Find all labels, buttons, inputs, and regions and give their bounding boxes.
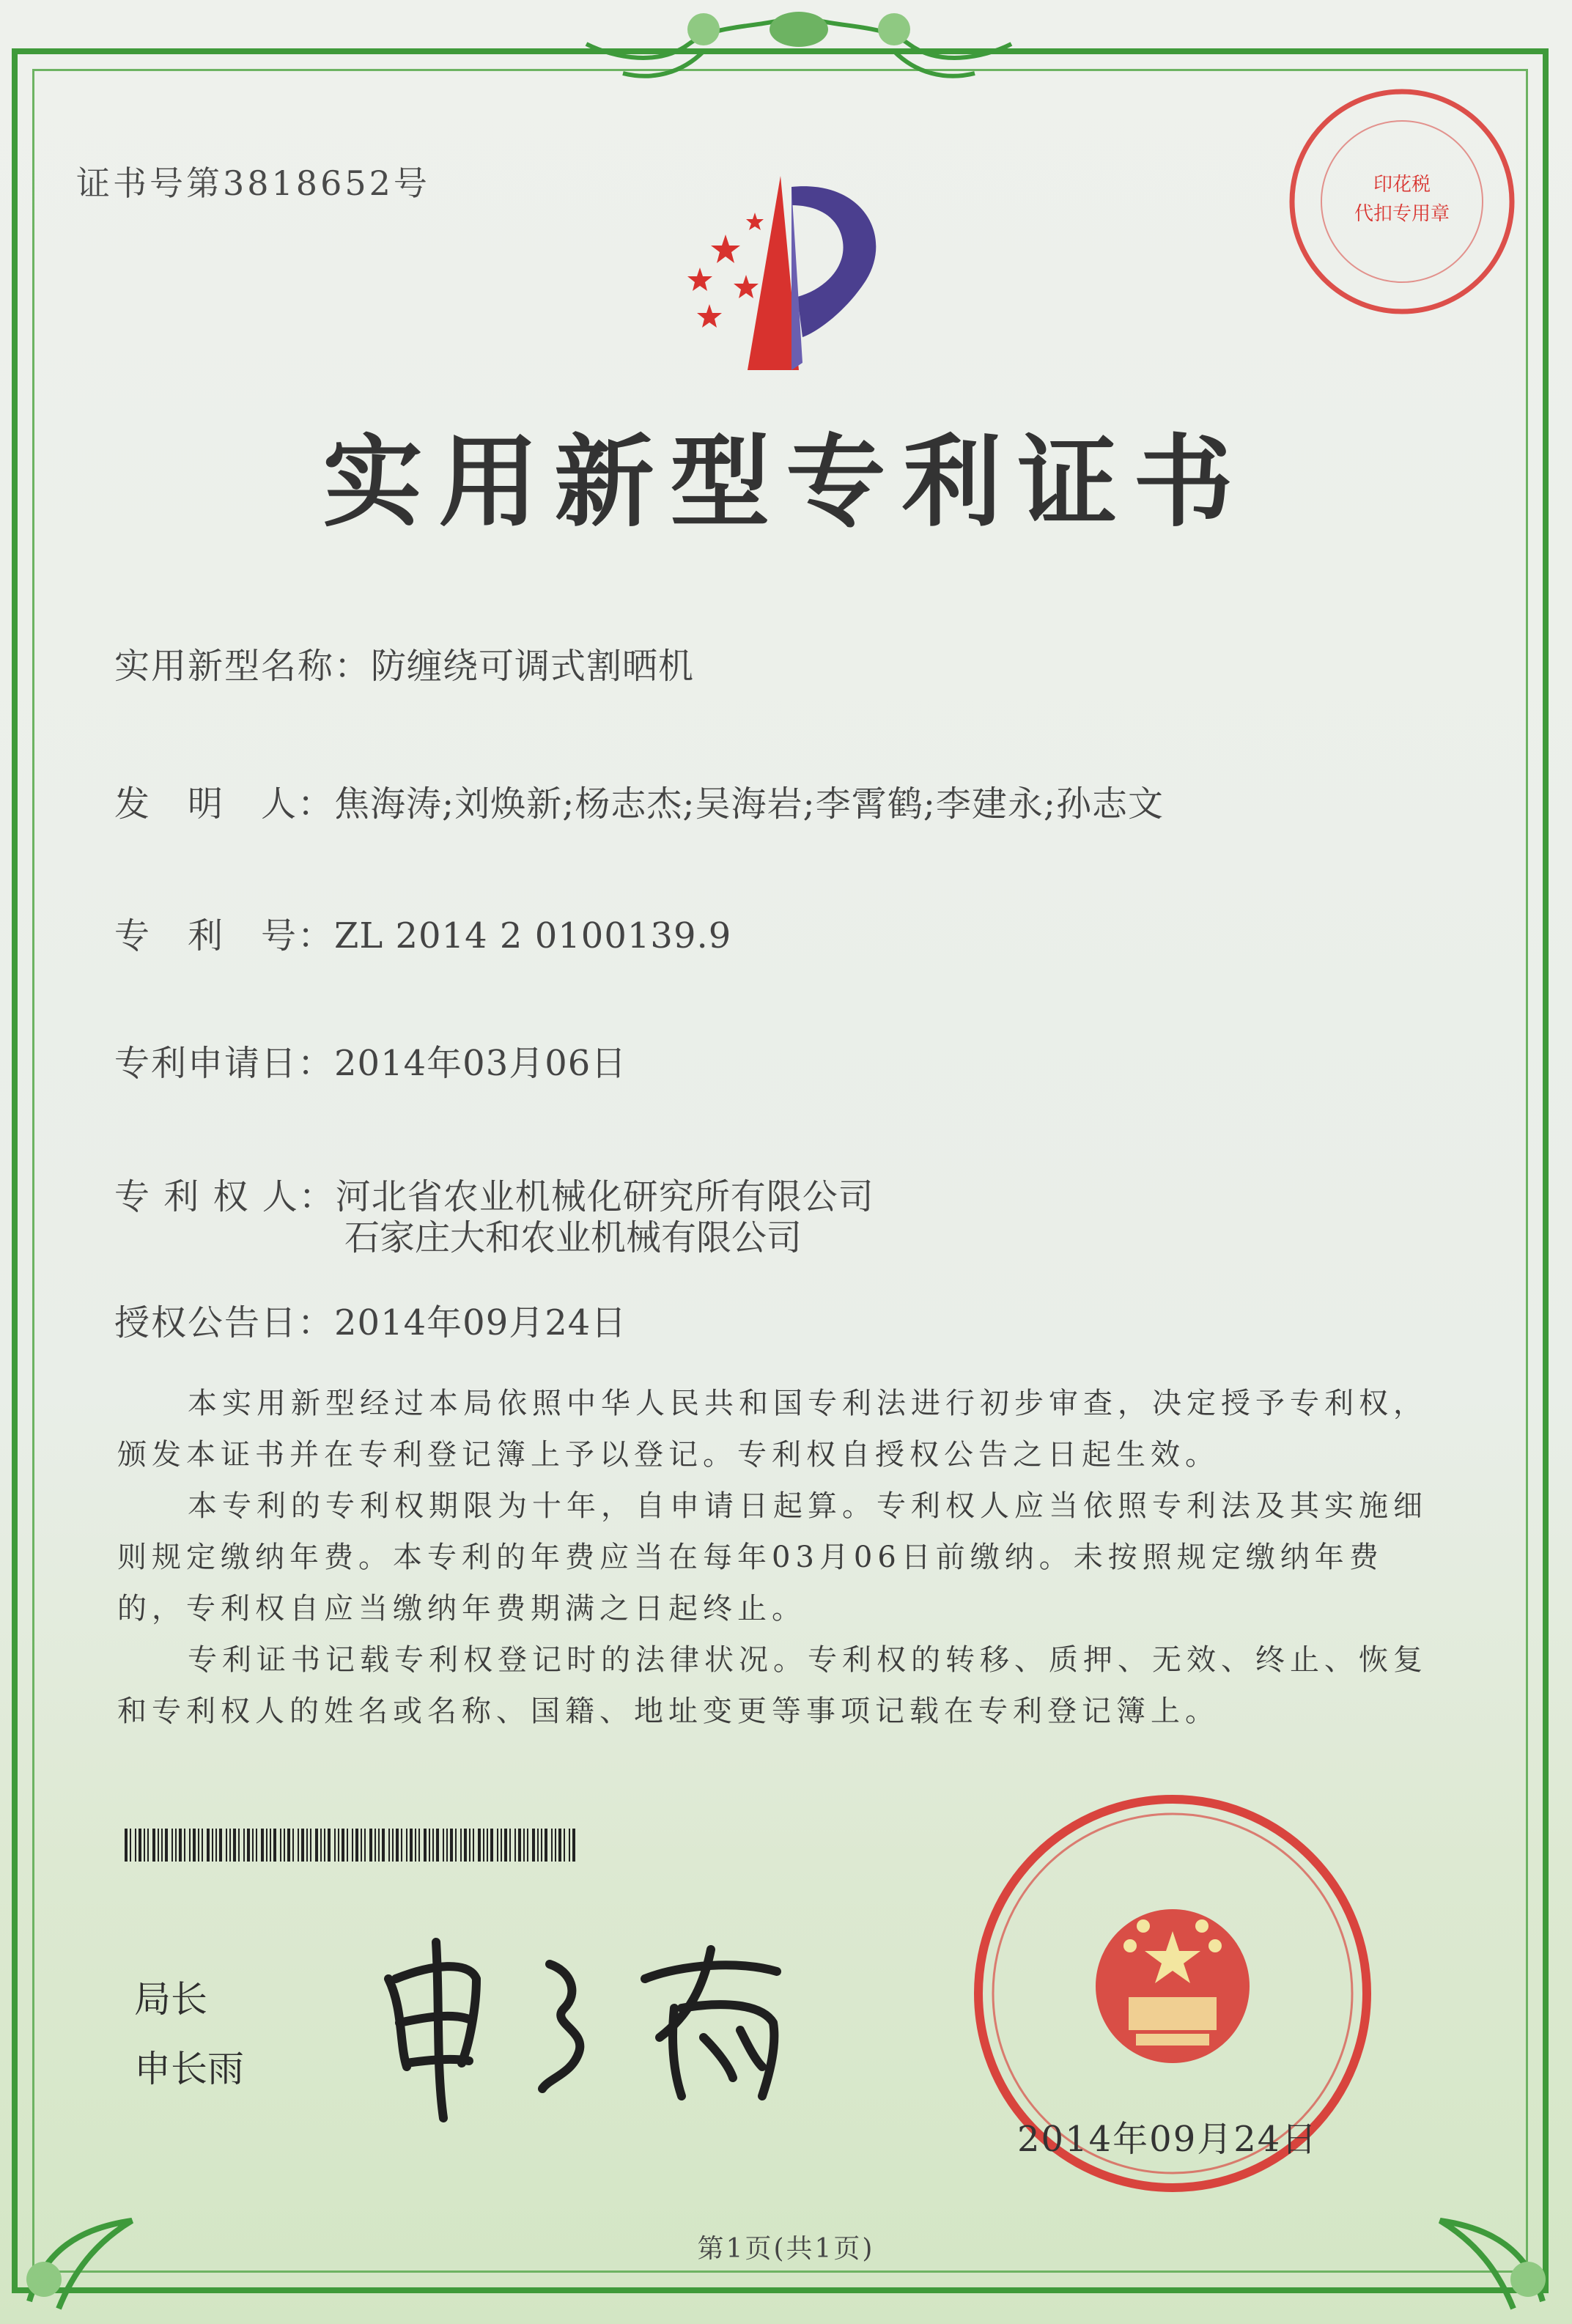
barcode-bar xyxy=(382,1829,385,1862)
barcode-bar xyxy=(436,1829,439,1862)
director-signature xyxy=(366,1920,835,2133)
barcode-bar xyxy=(523,1829,525,1862)
patent-office-logo-icon xyxy=(645,165,923,385)
barcode-bar xyxy=(261,1829,264,1862)
filing-date-value: 2014年03月06日 xyxy=(334,1043,627,1084)
utility-model-name-row xyxy=(114,638,694,688)
barcode-bar xyxy=(514,1829,516,1862)
barcode-bar xyxy=(497,1829,498,1862)
patent-holder-value-1: 河北省农业机械化研究所有限公司 xyxy=(335,1176,874,1217)
barcode-bar xyxy=(527,1829,528,1862)
barcode-bar xyxy=(226,1829,227,1862)
barcode-bar xyxy=(315,1829,318,1862)
director-name: 申长雨 xyxy=(134,2048,244,2090)
barcode-bar xyxy=(273,1829,276,1862)
patent-holder-label: 专 利 权 人： xyxy=(114,1176,336,1217)
barcode-bar xyxy=(158,1829,159,1862)
barcode-bar xyxy=(212,1829,213,1862)
barcode-bar xyxy=(501,1829,502,1862)
barcode-bar xyxy=(175,1829,177,1862)
barcode-bar xyxy=(270,1829,271,1862)
barcode-bar xyxy=(532,1829,535,1862)
top-ornament-icon xyxy=(484,0,1114,103)
barcode-bar xyxy=(478,1829,481,1862)
barcode-bar xyxy=(555,1829,556,1862)
barcode xyxy=(125,1829,579,1862)
issue-date: 2014年09月24日 xyxy=(1017,2119,1318,2160)
barcode-bar xyxy=(388,1829,390,1862)
barcode-bar xyxy=(572,1829,575,1862)
barcode-bar xyxy=(551,1829,553,1862)
barcode-bar xyxy=(355,1829,358,1862)
barcode-bar xyxy=(396,1829,399,1862)
barcode-bar xyxy=(243,1829,245,1862)
barcode-bar xyxy=(401,1829,402,1862)
barcode-bar xyxy=(184,1829,185,1862)
barcode-bar xyxy=(238,1829,240,1862)
barcode-bar xyxy=(284,1829,285,1862)
barcode-bar xyxy=(334,1829,336,1862)
director-title: 局长 xyxy=(134,1978,207,2021)
barcode-bar xyxy=(202,1829,203,1862)
barcode-bar xyxy=(256,1829,257,1862)
barcode-bar xyxy=(135,1829,136,1862)
inventor-label: 发 明 人： xyxy=(114,783,335,825)
barcode-bar xyxy=(298,1829,299,1862)
barcode-bar xyxy=(161,1829,163,1862)
barcode-bar xyxy=(179,1829,182,1862)
patent-number-row xyxy=(114,907,731,958)
barcode-bar xyxy=(233,1829,236,1862)
barcode-bar xyxy=(324,1829,325,1862)
barcode-bar xyxy=(130,1829,131,1862)
barcode-bar xyxy=(410,1829,413,1862)
barcode-bar xyxy=(429,1829,430,1862)
page-number: 第1页(共1页) xyxy=(697,2234,875,2264)
filing-date-label: 专利申请日： xyxy=(114,1043,335,1084)
barcode-bar xyxy=(193,1829,196,1862)
barcode-bar xyxy=(266,1829,267,1862)
barcode-bar xyxy=(152,1829,155,1862)
utility-model-name-value: 防缠绕可调式割晒机 xyxy=(371,646,695,687)
svg-text:印花税: 印花税 xyxy=(1373,174,1431,196)
paragraph-grant: 本实用新型经过本局依照中华人民共和国专利法进行初步审查，决定授予专利权，颁发本证书并在专利登记簿上予以登记。专利权自授权公告之日起生效。 xyxy=(117,1387,1428,1472)
barcode-bar xyxy=(541,1829,542,1862)
barcode-bar xyxy=(415,1829,416,1862)
certificate-title: 实用新型专利证书 xyxy=(322,424,1250,541)
barcode-bar xyxy=(165,1829,168,1862)
barcode-bar xyxy=(564,1829,565,1862)
barcode-bar xyxy=(287,1829,290,1862)
barcode-bar xyxy=(207,1829,210,1862)
barcode-bar xyxy=(432,1829,434,1862)
barcode-bar xyxy=(392,1829,394,1862)
barcode-bar xyxy=(537,1829,539,1862)
barcode-bar xyxy=(139,1829,141,1862)
barcode-bar xyxy=(378,1829,380,1862)
barcode-bar xyxy=(450,1829,453,1862)
barcode-bar xyxy=(125,1829,128,1862)
barcode-bar xyxy=(352,1829,353,1862)
barcode-bar xyxy=(424,1829,427,1862)
barcode-bar xyxy=(252,1829,254,1862)
patent-holder-value-2: 石家庄大和农业机械有限公司 xyxy=(344,1217,802,1258)
grant-date-row xyxy=(114,1294,627,1345)
barcode-bar xyxy=(569,1829,570,1862)
filing-date-row xyxy=(114,1035,627,1085)
barcode-bar xyxy=(455,1829,457,1862)
inventor-row xyxy=(114,775,1164,826)
barcode-bar xyxy=(144,1829,145,1862)
barcode-bar xyxy=(545,1829,547,1862)
barcode-bar xyxy=(469,1829,471,1862)
barcode-bar xyxy=(406,1829,407,1862)
barcode-bar xyxy=(292,1829,294,1862)
grant-date-label: 授权公告日： xyxy=(114,1302,335,1343)
barcode-bar xyxy=(229,1829,231,1862)
barcode-bar xyxy=(473,1829,474,1862)
barcode-bar xyxy=(320,1829,322,1862)
paragraph-legal-status: 专利证书记载专利权登记时的法律状况。专利权的转移、质押、无效、终止、恢复和专利权人的姓名或名称、国籍、地址变更等事项记载在专利登记簿上。 xyxy=(117,1643,1428,1728)
barcode-bar xyxy=(189,1829,191,1862)
barcode-bar xyxy=(504,1829,507,1862)
barcode-bar xyxy=(171,1829,173,1862)
barcode-bar xyxy=(215,1829,217,1862)
barcode-bar xyxy=(464,1829,467,1862)
barcode-bar xyxy=(328,1829,331,1862)
barcode-bar xyxy=(518,1829,521,1862)
patent-number-label: 专 利 号： xyxy=(114,915,335,956)
barcode-bar xyxy=(446,1829,448,1862)
barcode-bar xyxy=(219,1829,222,1862)
barcode-bar xyxy=(338,1829,339,1862)
barcode-bar xyxy=(483,1829,484,1862)
patent-number-value: ZL 2014 2 0100139.9 xyxy=(334,915,732,956)
barcode-bar xyxy=(443,1829,444,1862)
utility-model-name-label: 实用新型名称： xyxy=(114,646,372,687)
barcode-bar xyxy=(361,1829,362,1862)
barcode-bar xyxy=(301,1829,304,1862)
barcode-bar xyxy=(490,1829,493,1862)
barcode-bar xyxy=(509,1829,511,1862)
barcode-bar xyxy=(147,1829,149,1862)
barcode-bar xyxy=(347,1829,348,1862)
paragraph-term: 本专利的专利权期限为十年，自申请日起算。专利权人应当依照专利法及其实施细则规定缴纳年费。本专利的年费应当在每年03月06日前缴纳。未按照规定缴纳年费的，专利权自应当缴纳年费期满之日起终止。 xyxy=(117,1489,1428,1626)
barcode-bar xyxy=(558,1829,561,1862)
barcode-bar xyxy=(280,1829,281,1862)
barcode-bar xyxy=(198,1829,199,1862)
certificate-number: 证书号第3818652号 xyxy=(76,163,430,203)
grant-date-value: 2014年09月24日 xyxy=(334,1302,627,1343)
barcode-bar xyxy=(369,1829,372,1862)
barcode-bar xyxy=(342,1829,344,1862)
barcode-bar xyxy=(460,1829,462,1862)
tax-stamp-seal xyxy=(1281,81,1523,322)
barcode-bar xyxy=(306,1829,308,1862)
inventor-value: 焦海涛;刘焕新;杨志杰;吴海岩;李霄鹤;李建永;孙志文 xyxy=(334,783,1165,825)
svg-text:代扣专用章: 代扣专用章 xyxy=(1354,203,1450,225)
barcode-bar xyxy=(247,1829,250,1862)
barcode-bar xyxy=(487,1829,488,1862)
barcode-bar xyxy=(418,1829,420,1862)
barcode-bar xyxy=(364,1829,366,1862)
barcode-bar xyxy=(310,1829,311,1862)
barcode-bar xyxy=(374,1829,376,1862)
